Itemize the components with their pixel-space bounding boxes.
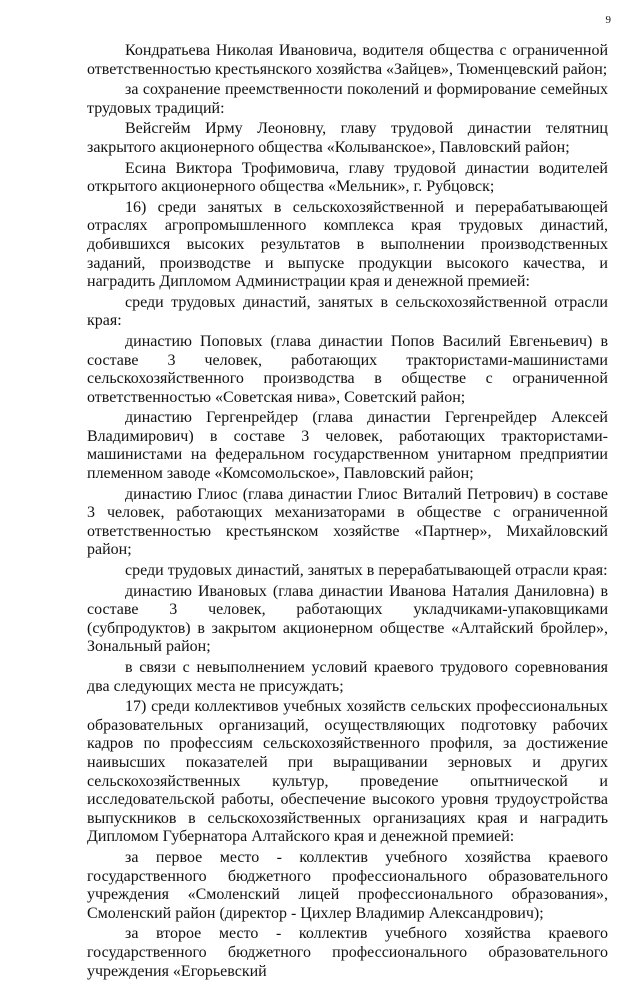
paragraph-second-place: за второе место - коллектив учебного хозяйства краевого государственного бюджетного профессионального образовательного учреждения «Егорьевский: [87, 925, 608, 980]
paragraph-family-traditions-heading: за сохранение преемственности поколений и формирование семейных трудовых традиций:: [87, 81, 608, 117]
paragraph-ivanov-dynasty: династию Ивановых (глава династии Иванова Наталия Даниловна) в составе 3 человек, работающих укладчиками-упаковщиками (субпродуктов) в закрытом акционерном обществе «Алтайский бройлер», Зональный район;: [87, 582, 608, 656]
paragraph-places-not-awarded: в связи с невыполнением условий краевого трудового соревнования два следующих места не присуждать;: [87, 659, 608, 695]
paragraph-kondratyev: Кондратьева Николая Ивановича, водителя общества с ограниченной ответственностью крестьянского хозяйства «Зайцев», Тюменцевский район;: [87, 42, 608, 78]
paragraph-gergenreider-dynasty: династию Гергенрейдер (глава династии Гергенрейдер Алексей Владимирович) в составе 3 человек, работающих трактористами-машинистами на федеральном государственном унитарном предприятии племенном заводе «Комсомольское», Павловский район;: [87, 409, 608, 483]
paragraph-glios-dynasty: династию Глиос (глава династии Глиос Виталий Петрович) в составе 3 человек, работающих механизаторами в обществе с ограниченной ответственностью крестьянском хозяйстве «Партнер», Михайловский район;: [87, 485, 608, 559]
document-body: [87, 42, 608, 982]
page-number: 9: [605, 14, 611, 26]
paragraph-processing-dynasties-heading: среди трудовых династий, занятых в перерабатывающей отрасли края:: [125, 562, 608, 580]
paragraph-veisgeim: Вейсгейм Ирму Леоновну, главу трудовой династии телятниц закрытого акционерного общества «Колыванское», Павловский район;: [87, 120, 608, 156]
paragraph-esin: Есина Виктора Трофимовича, главу трудовой династии водителей открытого акционерного общества «Мельник», г. Рубцовск;: [87, 159, 608, 196]
paragraph-agricultural-dynasties-heading: среди трудовых династий, занятых в сельскохозяйственной отрасли края:: [87, 293, 608, 330]
paragraph-item-16: 16) среди занятых в сельскохозяйственной и перерабатывающей отраслях агропромышленного комплекса края трудовых династий, добившихся высоких результатов в выполнении производственных заданий, производстве и выпуске продукции высокого качества, и наградить Дипломом Администрации края и денежной премией:: [87, 198, 608, 291]
paragraph-item-17: 17) среди коллективов учебных хозяйств сельских профессиональных образовательных организаций, осуществляющих подготовку рабочих кадров по профессиям сельскохозяйственного профиля, за достижение наивысших показателей при выращивании зерновых и других сельскохозяйственных культур, проведение опытнической и исследовательской работы, обеспечение высокого уровня трудоустройства выпускников в сельскохозяйственных организациях края и наградить Дипломом Губернатора Алтайского края и денежной премией:: [87, 698, 608, 846]
paragraph-popov-dynasty: династию Поповых (глава династии Попов Василий Евгеньевич) в составе 3 человек, работающих трактористами-машинистами сельскохозяйственного производства в обществе с ограниченной ответственностью «Советская нива», Советский район;: [87, 332, 608, 406]
paragraph-first-place: за первое место - коллектив учебного хозяйства краевого государственного бюджетного профессионального образовательного учреждения «Смоленский лицей профессионального образования», Смоленский район (директор - Цихлер Владимир Александрович);: [87, 848, 608, 922]
